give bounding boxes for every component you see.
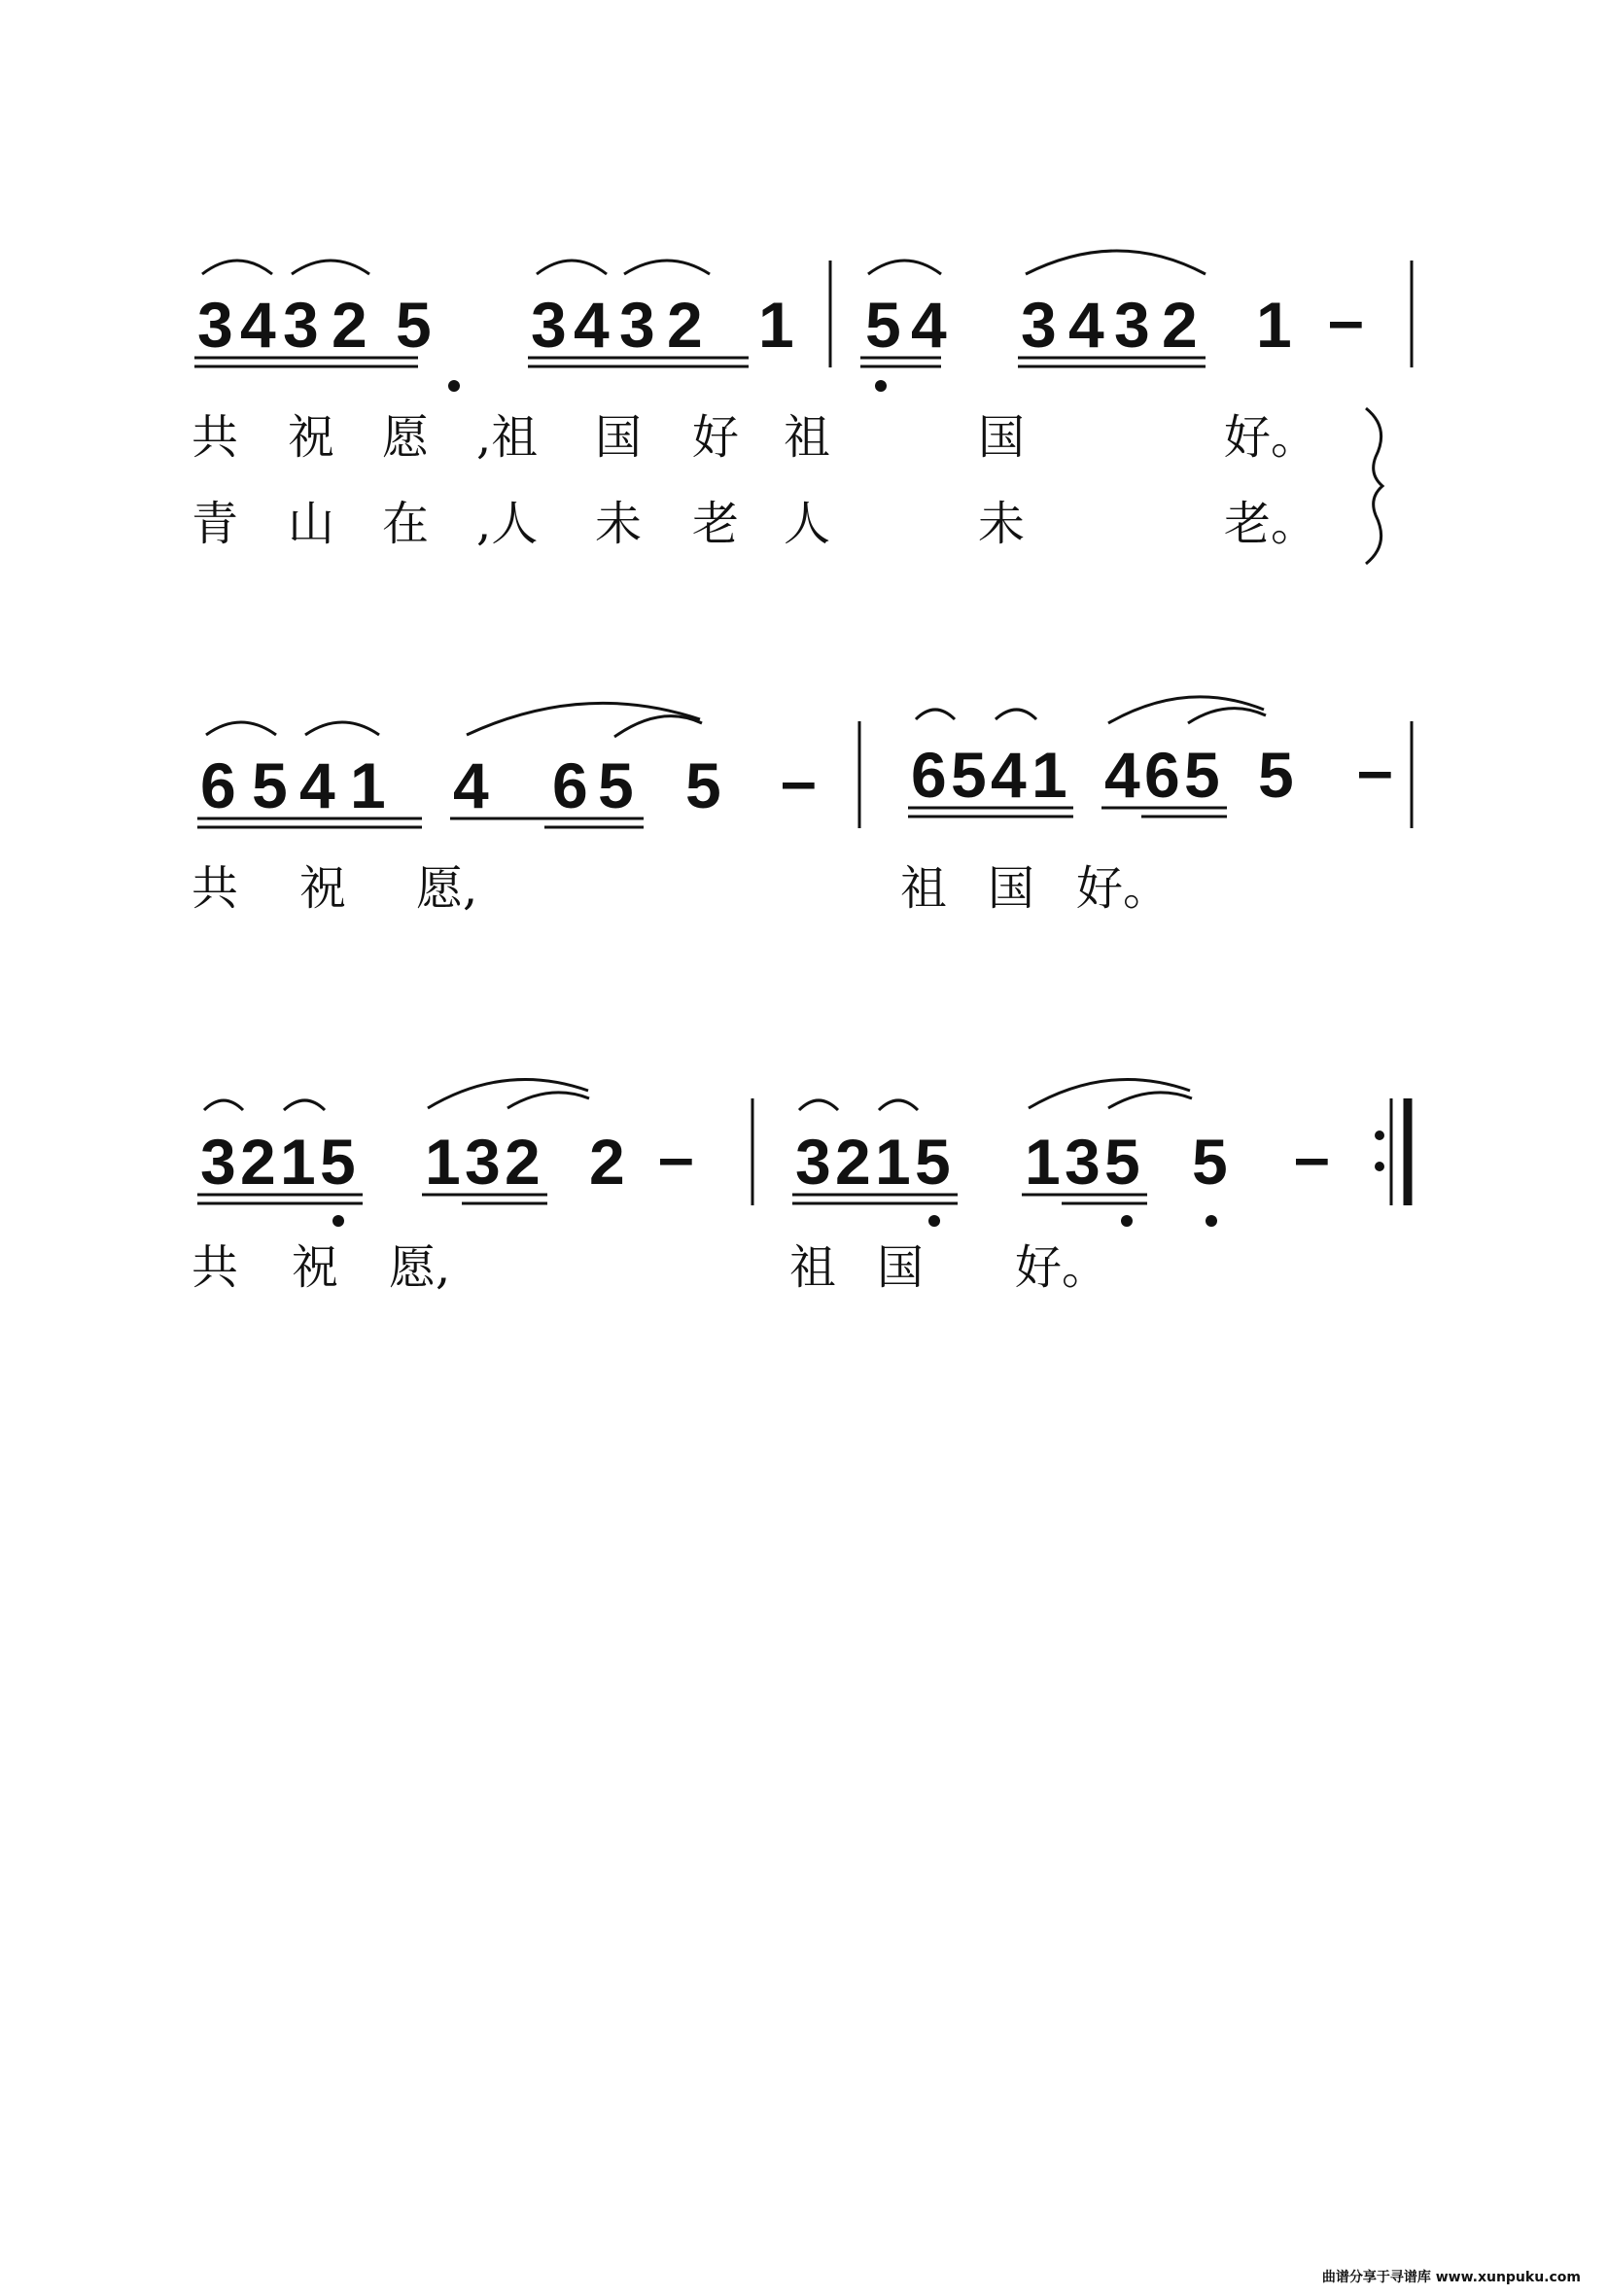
slur [1108, 1093, 1192, 1108]
lyric: 祖 [900, 861, 948, 916]
note: 5 [685, 749, 721, 821]
lyric: 国 [988, 861, 1035, 916]
note: 4 [911, 289, 947, 361]
lyric: 人 [784, 497, 831, 551]
note: 4 [299, 749, 335, 821]
repeat-dot [1375, 1162, 1384, 1171]
lyric: ,祖 [476, 410, 539, 465]
lower-octave-dot [332, 1215, 344, 1227]
lyric: 祝 [299, 861, 347, 916]
note: 2 [505, 1126, 541, 1198]
dash-note: – [1294, 1121, 1330, 1193]
dash-note: – [1357, 734, 1393, 806]
lyric: 愿, [416, 861, 478, 916]
note: 4 [240, 289, 276, 361]
slur [614, 716, 702, 737]
slur [507, 1093, 589, 1108]
lyric: 未 [595, 497, 643, 551]
lyric: 国 [595, 410, 643, 465]
slur [624, 261, 710, 274]
note: 2 [589, 1126, 625, 1198]
slur [868, 261, 941, 274]
note: 2 [1162, 289, 1198, 361]
note: 3 [1114, 289, 1150, 361]
note: 4 [1068, 289, 1104, 361]
lyric: 好。 [1015, 1240, 1109, 1295]
slur [206, 722, 276, 735]
note: 5 [1258, 739, 1294, 811]
slur [537, 261, 607, 274]
note: 3 [619, 289, 655, 361]
lower-octave-dot [928, 1215, 940, 1227]
note: 2 [240, 1126, 276, 1198]
note: 5 [252, 749, 288, 821]
slur [305, 722, 379, 735]
note: 2 [835, 1126, 871, 1198]
lyric: 共 [192, 1240, 239, 1295]
lyric: 在 [382, 497, 430, 551]
note: 3 [795, 1126, 831, 1198]
lower-octave-dot [1206, 1215, 1217, 1227]
score-row-2 [192, 697, 1412, 916]
note: 5 [598, 749, 634, 821]
slur [879, 1100, 918, 1110]
note: 5 [865, 289, 901, 361]
note: 2 [332, 289, 367, 361]
note: 1 [758, 289, 794, 361]
lyric: 愿 [382, 410, 430, 465]
lyric: 老 [692, 497, 740, 551]
lower-octave-dot [875, 380, 887, 392]
note: 1 [875, 1126, 911, 1198]
lyric: 祖 [789, 1240, 837, 1295]
lyric: ,人 [476, 497, 539, 551]
score-row-1 [192, 251, 1412, 564]
note: 5 [1184, 739, 1220, 811]
lyric: 青 [192, 497, 239, 551]
lower-octave-dot [448, 380, 460, 392]
note: 5 [951, 739, 987, 811]
lyric: 祖 [784, 410, 831, 465]
dash-note: – [658, 1121, 694, 1193]
note: 1 [1256, 289, 1292, 361]
note: 3 [283, 289, 319, 361]
lyric: 好。 [1224, 410, 1318, 465]
note: 4 [1104, 739, 1140, 811]
note: 5 [1104, 1126, 1140, 1198]
note: 4 [574, 289, 610, 361]
note: 3 [1065, 1126, 1101, 1198]
lyric: 好 [692, 410, 740, 465]
note: 1 [350, 749, 386, 821]
note: 3 [200, 1126, 236, 1198]
note: 5 [396, 289, 432, 361]
dash-note: – [1328, 284, 1364, 356]
slur [996, 710, 1036, 719]
note: 6 [200, 749, 236, 821]
note: 6 [552, 749, 588, 821]
slur [292, 261, 369, 274]
note: 1 [1025, 1126, 1061, 1198]
lyric: 未 [978, 497, 1026, 551]
score-row-3 [192, 1079, 1408, 1295]
lyric: 祝 [288, 410, 335, 465]
lyric: 共 [192, 410, 239, 465]
note: 1 [280, 1126, 316, 1198]
note: 2 [667, 289, 703, 361]
slur [916, 710, 955, 719]
note: 1 [425, 1126, 461, 1198]
verse-brace [1366, 408, 1382, 564]
dash-note: – [781, 745, 817, 817]
note: 3 [1021, 289, 1057, 361]
lyric: 祝 [292, 1240, 339, 1295]
note: 5 [915, 1126, 951, 1198]
lyric: 山 [288, 497, 335, 551]
note: 3 [465, 1126, 501, 1198]
lyric: 老。 [1224, 497, 1318, 551]
site-watermark: 曲谱分享于寻谱库 www.xunpuku.com [1321, 2270, 1581, 2285]
lyric: 好。 [1076, 861, 1171, 916]
slur [204, 1100, 243, 1110]
slur [284, 1100, 325, 1110]
slur [1026, 251, 1206, 274]
note: 6 [1144, 739, 1180, 811]
slur [799, 1100, 838, 1110]
slur [1188, 709, 1266, 723]
lyric: 国 [978, 410, 1026, 465]
note: 4 [453, 749, 489, 821]
slur [202, 261, 272, 274]
note: 5 [1192, 1126, 1228, 1198]
repeat-dot [1375, 1131, 1384, 1140]
lower-octave-dot [1121, 1215, 1133, 1227]
lyric: 愿, [389, 1240, 451, 1295]
note: 6 [911, 739, 947, 811]
note: 5 [320, 1126, 356, 1198]
lyric: 共 [192, 861, 239, 916]
note: 3 [197, 289, 233, 361]
note: 3 [531, 289, 567, 361]
note: 1 [1031, 739, 1067, 811]
slur [467, 703, 700, 735]
note: 4 [991, 739, 1027, 811]
lyric: 国 [877, 1240, 925, 1295]
